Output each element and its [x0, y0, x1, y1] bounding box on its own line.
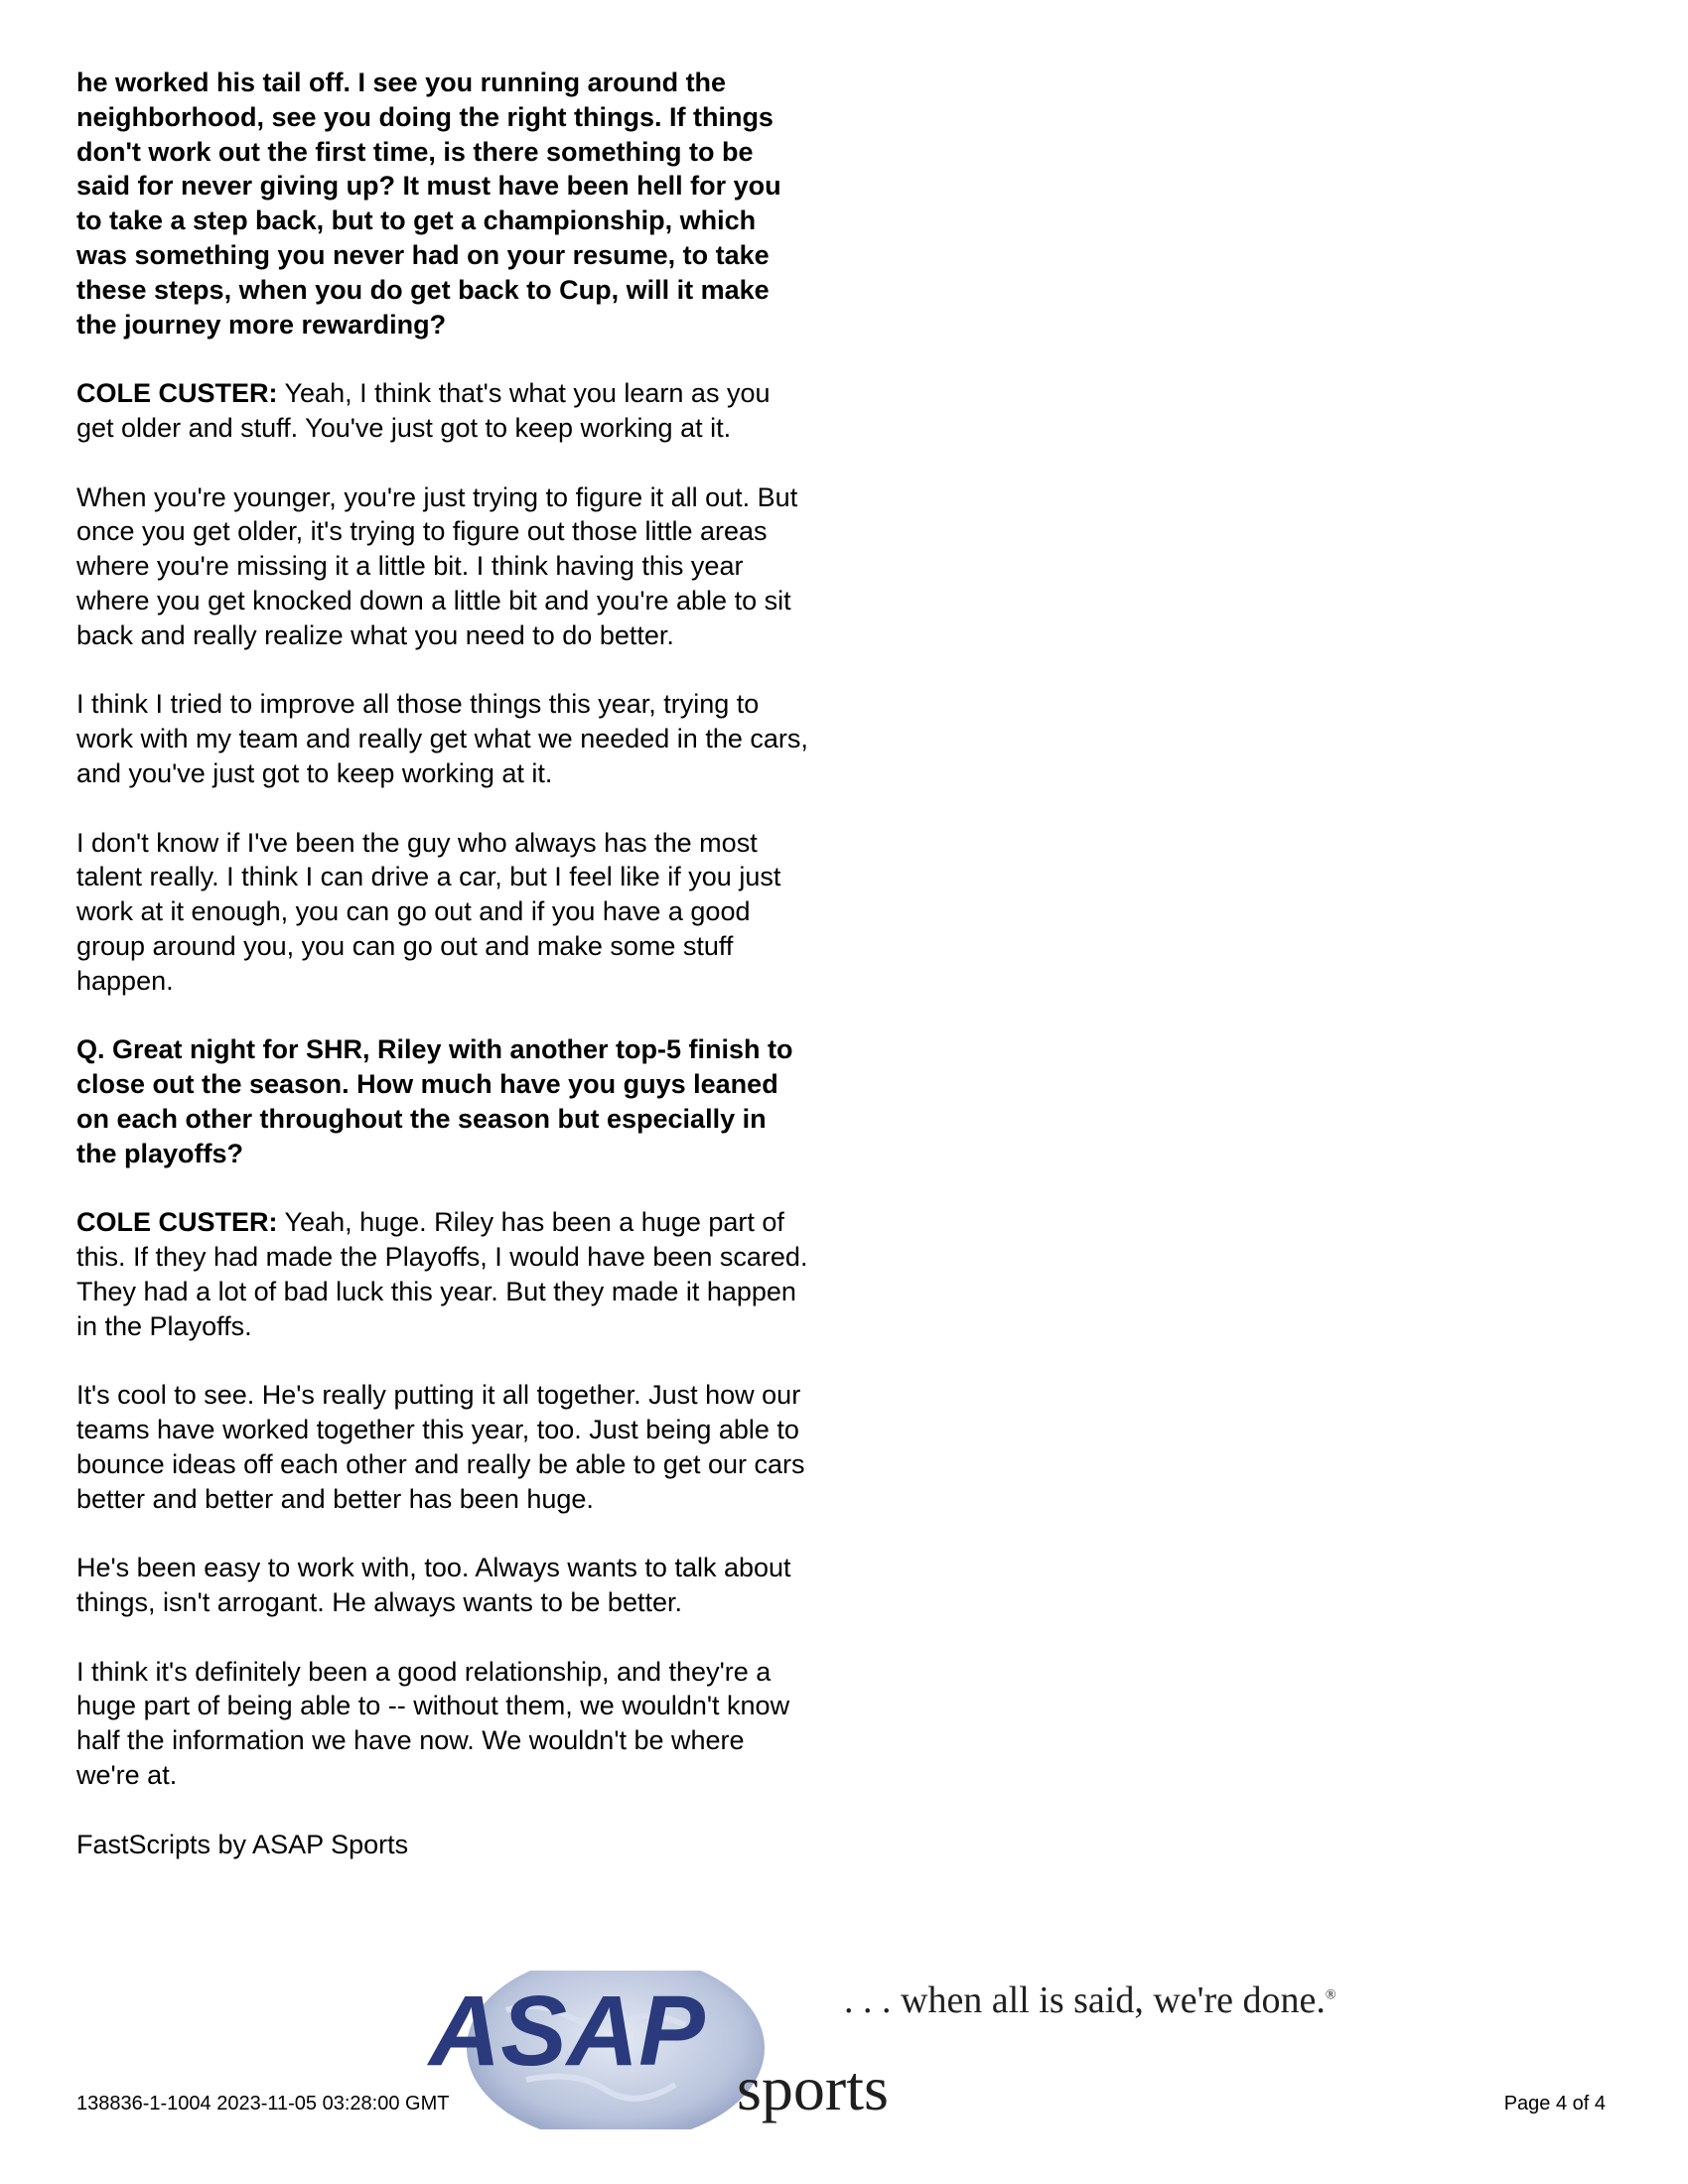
answer-paragraph: I think I tried to improve all those things this year, trying to work with my team and really get what we needed in the cars, and you've just got to keep working at it. — [76, 689, 808, 788]
credit-line: FastScripts by ASAP Sports — [76, 1829, 409, 1859]
document-id-timestamp: 138836-1-1004 2023-11-05 03:28:00 GMT — [76, 2093, 450, 2115]
logo-sub-text: sports — [737, 2053, 889, 2123]
question-paragraph: Q. Great night for SHR, Riley with another top-5 finish to close out the season. How much have you guys leaned on each other throughout the season but especially in the playoffs? — [76, 1034, 793, 1168]
asap-sports-logo — [417, 1971, 1410, 2129]
answer-paragraph: He's been easy to work with, too. Always wants to talk about things, isn't arrogant. He always wants to be better. — [76, 1553, 791, 1618]
answer-paragraph — [76, 376, 811, 446]
logo-tagline: . . . when all is said, we're done.® — [844, 1979, 1336, 2021]
logo-brand-text: ASAP — [429, 1976, 705, 2087]
transcript-column — [76, 66, 811, 1896]
answer-paragraph — [76, 1205, 811, 1343]
answer-paragraph: I don't know if I've been the guy who always has the most talent really. I think I can drive a car, but I feel like if you just work at it enough, you can go out and if you have a good group around you, you can go out and make some stuff happen. — [76, 827, 781, 996]
speaker-name: COLE CUSTER: — [76, 1207, 278, 1238]
page-number: Page 4 of 4 — [1503, 2093, 1606, 2115]
question-paragraph: he worked his tail off. I see you running around the neighborhood, see you doing the right things. If things don't work out the first time, is there something to be said for never giving up? It must have been hell for you to take a step back, but to get a championship, which was something you never had on your resume, to take these steps, when you do get back to Cup, will it make the journey more rewarding? — [76, 68, 781, 340]
speaker-name: COLE CUSTER: — [76, 378, 278, 409]
answer-text: Yeah, huge. Riley has been a huge part of this. If they had made the Playoffs, I would have been scared. They had a lot of bad luck this year. But they made it happen in the Playoffs. — [76, 1207, 808, 1341]
answer-text: Yeah, I think that's what you learn as you get older and stuff. You've just got to keep working at it. — [76, 378, 771, 443]
answer-paragraph: When you're younger, you're just trying to figure it all out. But once you get older, it's trying to figure out those little areas where you're missing it a little bit. I think having this year where you get knocked down a little bit and you're able to sit back and really realize what you need to do better. — [76, 481, 798, 650]
answer-paragraph: I think it's definitely been a good relationship, and they're a huge part of being able to -- without them, we wouldn't know half the information we have now. We wouldn't be where we're at. — [76, 1656, 790, 1791]
answer-paragraph: It's cool to see. He's really putting it all together. Just how our teams have worked together this year, too. Just being able to bounce ideas off each other and really be able to get our cars better and better and better has been huge. — [76, 1380, 805, 1514]
